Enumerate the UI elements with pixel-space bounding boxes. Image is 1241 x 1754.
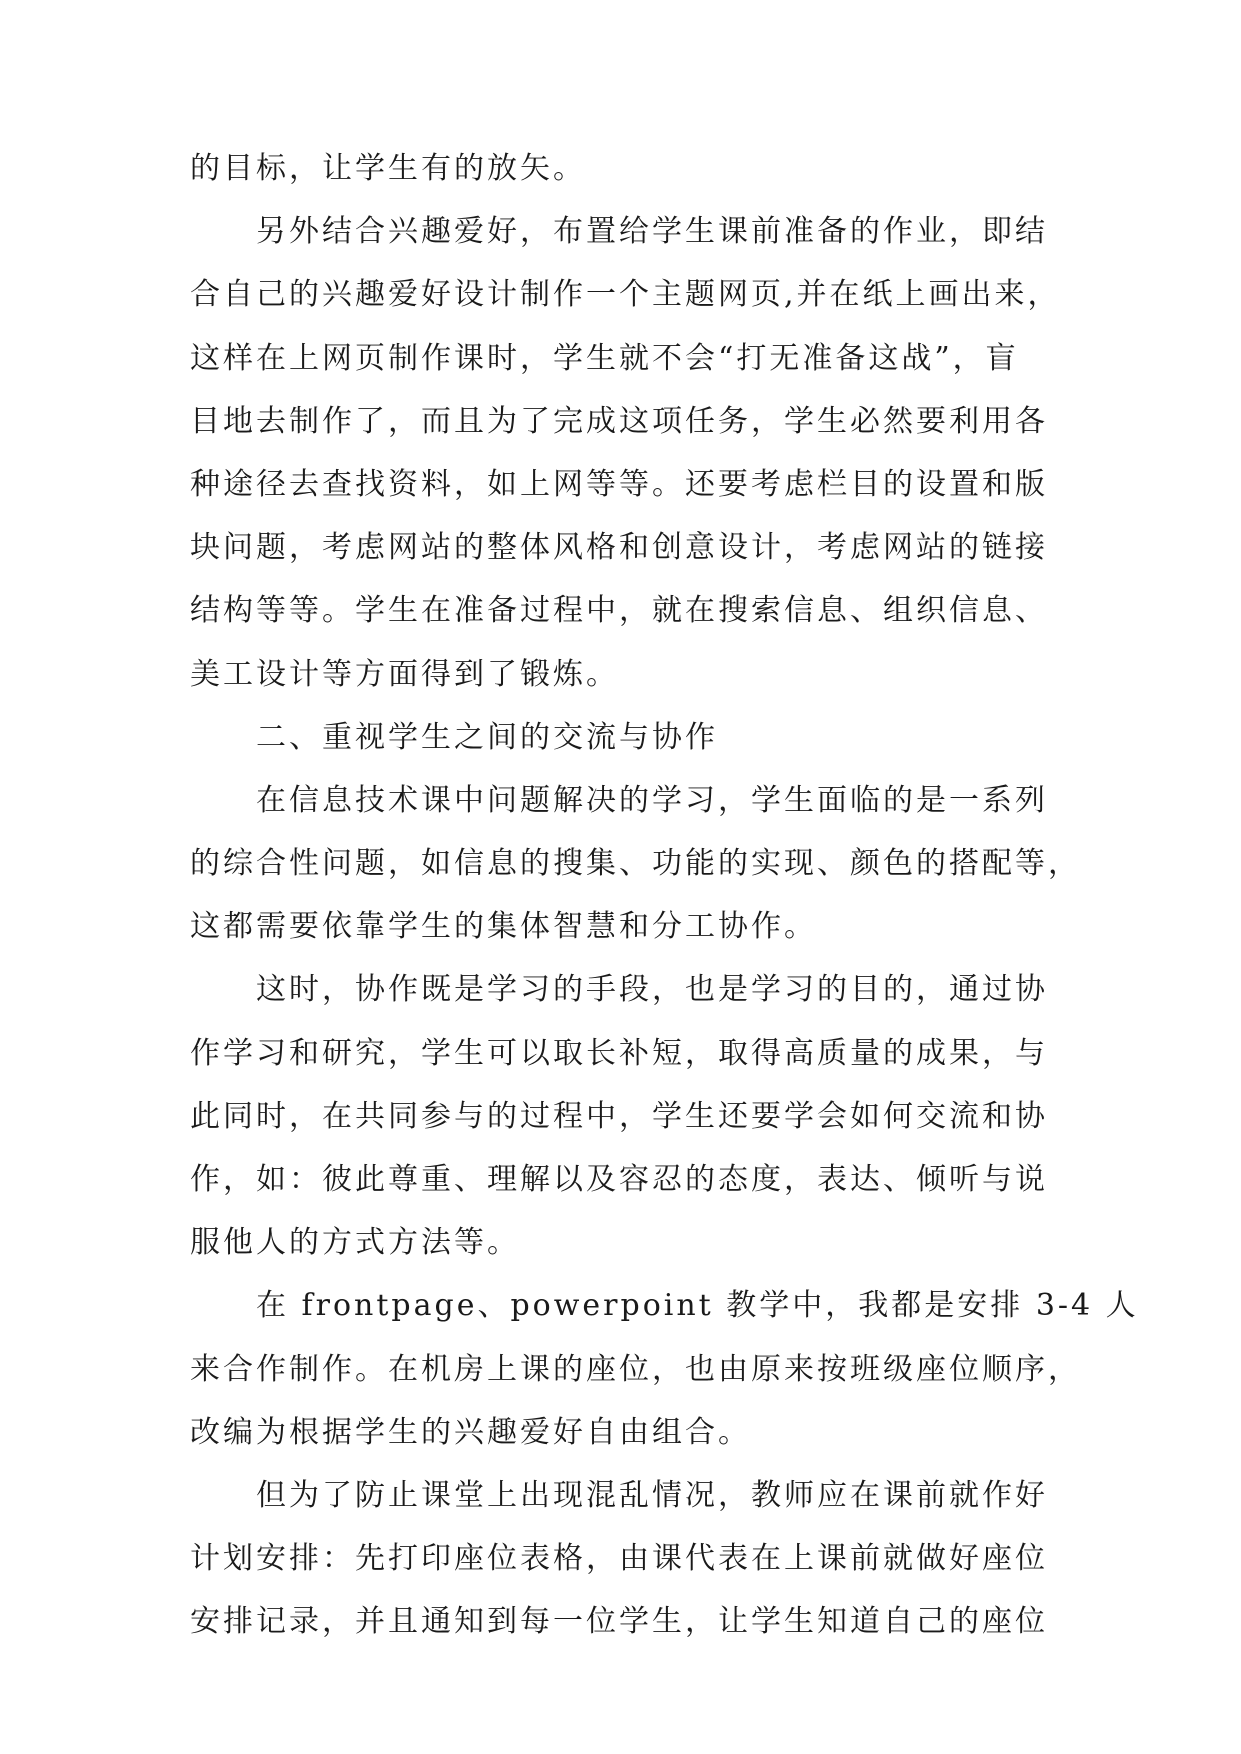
- text-line: 块问题，考虑网站的整体风格和创意设计，考虑网站的链接: [190, 530, 1048, 566]
- text-line: 目地去制作了，而且为了完成这项任务，学生必然要利用各: [190, 403, 1048, 439]
- text-line: 的综合性问题，如信息的搜集、功能的实现、颜色的搭配等，: [190, 846, 1081, 882]
- text-line: 作学习和研究，学生可以取长补短，取得高质量的成果，与: [190, 1035, 1048, 1071]
- paragraph-start: 在信息技术课中问题解决的学习，学生面临的是一系列: [256, 782, 1048, 818]
- text-line: 改编为根据学生的兴趣爱好自由组合。: [190, 1414, 751, 1450]
- paragraph-start: 这时，协作既是学习的手段，也是学习的目的，通过协: [256, 972, 1048, 1008]
- section-heading: 二、重视学生之间的交流与协作: [256, 719, 718, 755]
- text-line: 服他人的方式方法等。: [190, 1225, 520, 1261]
- paragraph-start: 另外结合兴趣爱好，布置给学生课前准备的作业，即结: [256, 214, 1048, 250]
- text-line: 美工设计等方面得到了锻炼。: [190, 656, 619, 692]
- paragraph-start: 但为了防止课堂上出现混乱情况，教师应在课前就作好: [256, 1477, 1048, 1513]
- text-line: 种途径去查找资料，如上网等等。还要考虑栏目的设置和版: [190, 466, 1048, 502]
- text-line: 合自己的兴趣爱好设计制作一个主题网页,并在纸上画出来，: [190, 277, 1061, 313]
- text-line: 此同时，在共同参与的过程中，学生还要学会如何交流和协: [190, 1098, 1048, 1134]
- paragraph-start: 在 frontpage、powerpoint 教学中，我都是安排 3-4 人: [256, 1288, 1139, 1324]
- text-line: 这都需要依靠学生的集体智慧和分工协作。: [190, 909, 817, 945]
- text-line: 作，如：彼此尊重、理解以及容忍的态度，表达、倾听与说: [190, 1162, 1048, 1197]
- text-line: 结构等等。学生在准备过程中，就在搜索信息、组织信息、: [190, 593, 1048, 629]
- body-text: [190, 151, 1139, 1669]
- text-line: 安排记录，并且通知到每一位学生，让学生知道自己的座位: [190, 1604, 1048, 1640]
- text-line: 这样在上网页制作课时，学生就不会“打无准备这战”，盲: [190, 340, 1019, 376]
- text-line: 计划安排：先打印座位表格，由课代表在上课前就做好座位: [190, 1541, 1048, 1577]
- text-line: 的目标，让学生有的放矢。: [190, 151, 586, 186]
- text-line: 来合作制作。在机房上课的座位，也由原来按班级座位顺序，: [190, 1351, 1081, 1387]
